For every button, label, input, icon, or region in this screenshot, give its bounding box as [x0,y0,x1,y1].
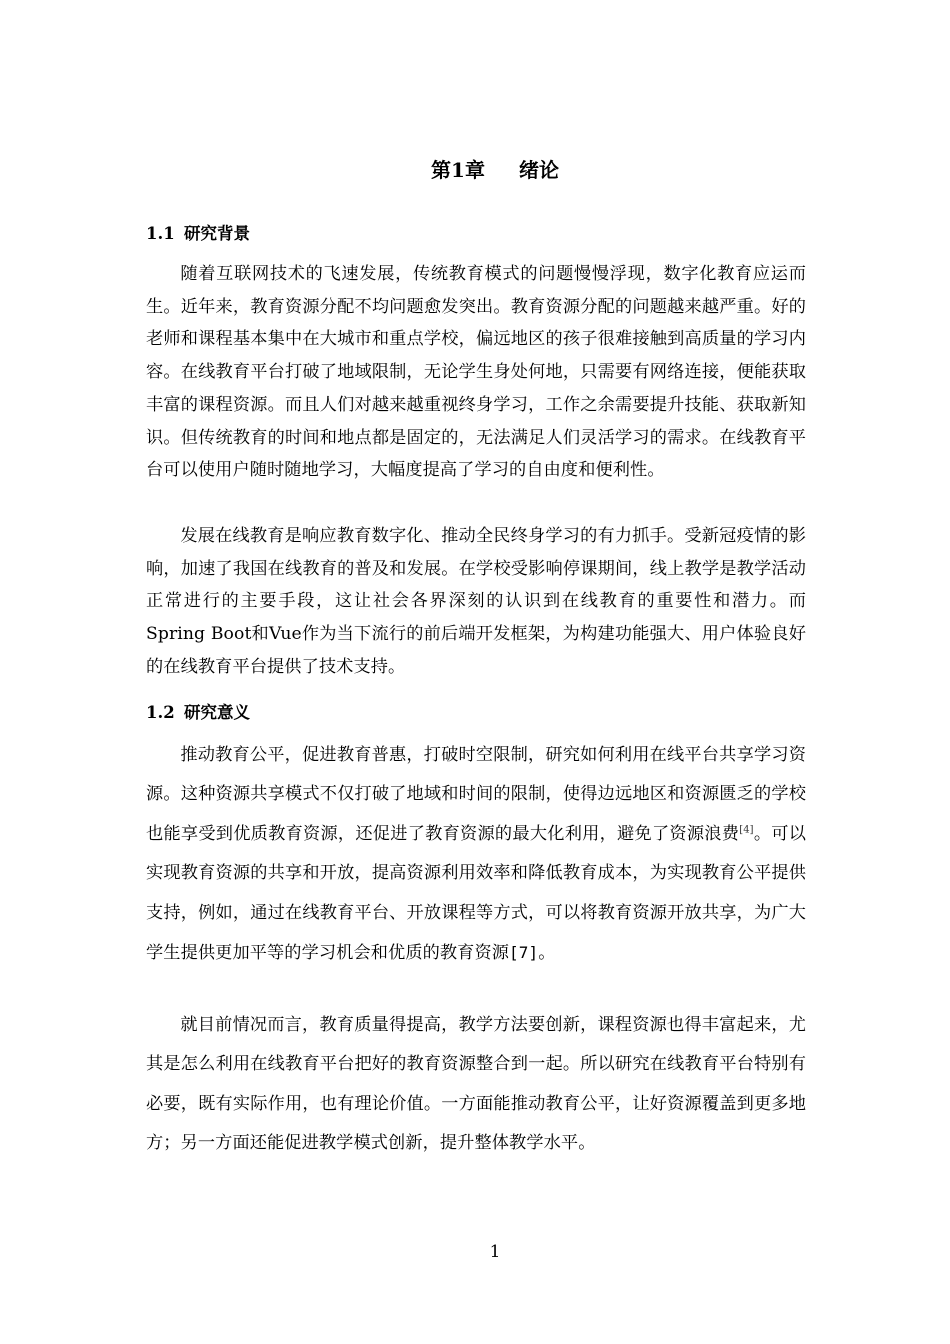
paragraph-text: 推动教育公平，促进教育普惠，打破时空限制，研究如何利用在线平台共享学习资源。这种资源共享模式不仅打破了地域和时间的限制，使得边远地区和资源匮乏的学校也能享受到优质教育资源，还促进了教育资源的最大化利用，避免了资源浪费 [146,745,806,844]
paragraph-text: 。 [538,943,556,964]
paragraph-background-1: 随着互联网技术的飞速发展，传统教育模式的问题慢慢浮现，数字化教育应运而生。近年来，教育资源分配不均问题愈发突出。教育资源分配的问题越来越严重。好的老师和课程基本集中在大城市和重点学校，偏远地区的孩子很难接触到高质量的学习内容。在线教育平台打破了地域限制，无论学生身处何地，只需要有网络连接，便能获取丰富的课程资源。而且人们对越来越重视终身学习，工作之余需要提升技能、获取新知识。但传统教育的时间和地点都是固定的，无法满足人们灵活学习的需求。在线教育平台可以使用户随时随地学习，大幅度提高了学习的自由度和便利性。 [146,264,806,481]
citation-reference: [7] [509,943,539,963]
page-number: 1 [489,1242,501,1262]
citation-reference: [4] [739,824,754,836]
section-title: 研究背景 [184,224,250,243]
chapter-number: 第1章 [431,158,485,182]
section-heading-1-2 [146,701,250,725]
section-number: 1.2 [146,703,175,722]
section-title: 研究意义 [184,703,250,722]
chapter-name: 绪论 [518,158,559,182]
section-heading-1-1 [146,222,250,246]
paragraph-significance-1 [146,736,806,973]
paragraph-background-2: 发展在线教育是响应教育数字化、推动全民终身学习的有力抓手。受新冠疫情的影响，加速了我国在线教育的普及和发展。在学校受影响停课期间，线上教学是教学活动正常进行的主要手段，这让社会各界深刻的认识到在线教育的重要性和潜力。而Spring Boot和Vue作为当下流行的前后端开发框架，为构建功能强大、用户体验良好的在线教育平台提供了技术支持。 [146,526,806,677]
chapter-title [0,156,950,184]
paragraph-text: 。可以实现教育资源的共享和开放，提高资源利用效率和降低教育成本，为实现教育公平提供支持，例如，通过在线教育平台、开放课程等方式，可以将教育资源开放共享，为广大学生提供更加平等的学习机会和优质的教育资源 [146,823,806,964]
section-number: 1.1 [146,224,175,243]
paragraph-significance-2: 就目前情况而言，教育质量得提高，教学方法要创新，课程资源也得丰富起来，尤其是怎么利用在线教育平台把好的教育资源整合到一起。所以研究在线教育平台特别有必要，既有实际作用，也有理论价值。一方面能推动教育公平，让好资源覆盖到更多地方；另一方面还能促进教学模式创新，提升整体教学水平。 [146,1015,806,1154]
